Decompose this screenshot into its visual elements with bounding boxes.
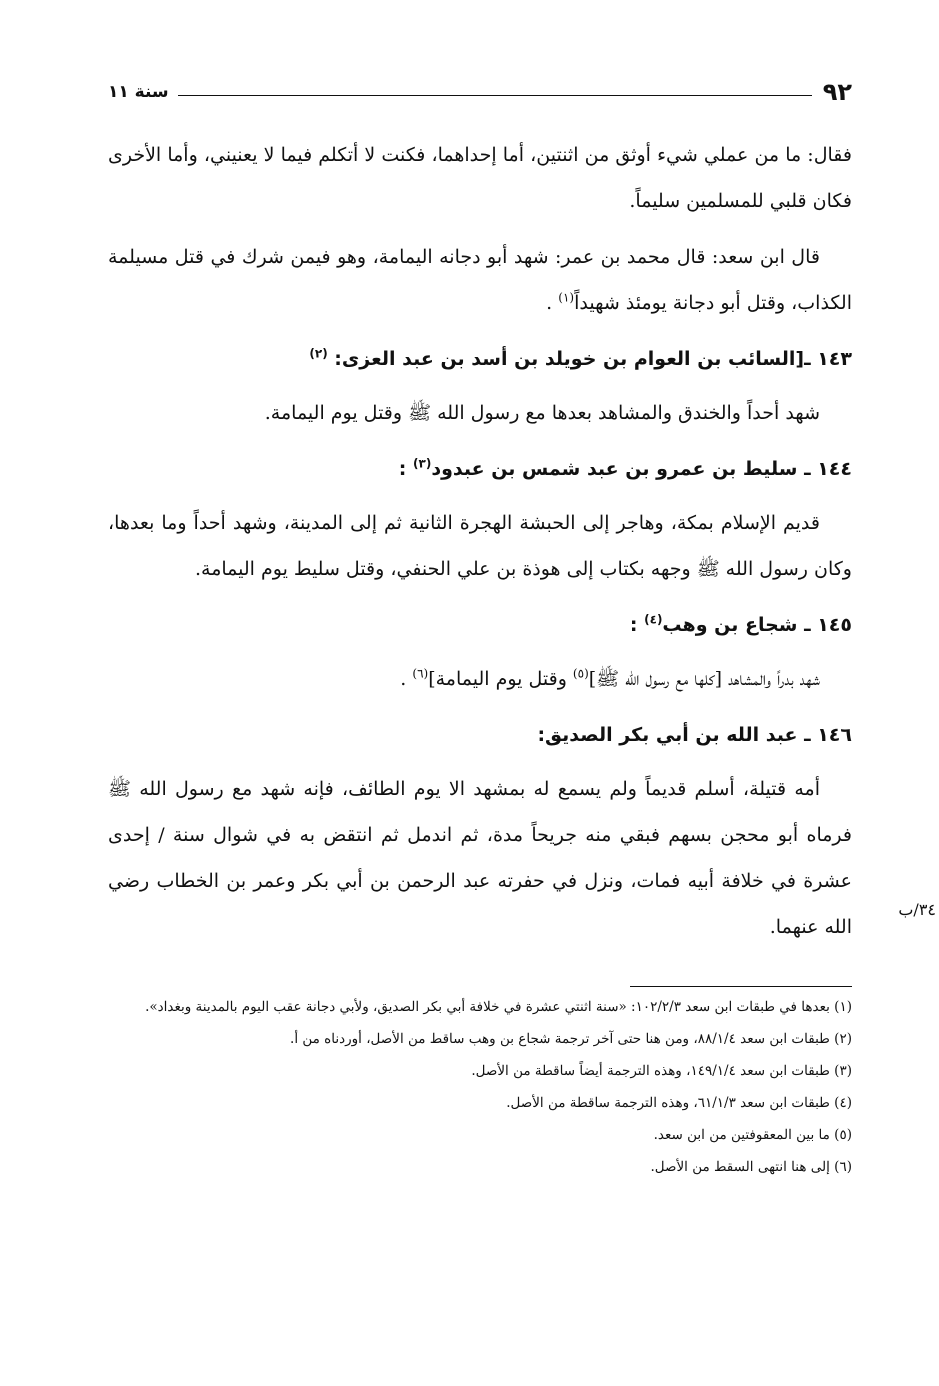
entry-144-text: قديم الإسلام بمكة، وهاجر إلى الحبشة الهجرة الثانية ثم إلى المدينة، وشهد أحداً وما بعدها، وكان رسول الله ﷺ وجهه بكتاب إلى هوذة بن علي الحنفي، وقتل سليط يوم اليمامة. (108, 512, 852, 580)
footnote-3: (٣) طبقات ابن سعد ١٤٩/١/٤، وهذه الترجمة أيضاً ساقطة من الأصل. (471, 1063, 852, 1079)
header-rule (178, 95, 812, 96)
footnote-4: (٤) طبقات ابن سعد ٦١/١/٣، وهذه الترجمة ساقطة من الأصل. (506, 1095, 852, 1111)
paragraph-2-end: . (546, 292, 553, 314)
paragraph-2-text: قال ابن سعد: قال محمد بن عمر: شهد أبو دجانه اليمامة، وهو فيمن شرك في قتل مسيلمة الكذاب، وقتل أبو دجانة يومئذ شهيداً (108, 246, 852, 314)
page-number: ٩٢ (822, 78, 852, 106)
manuscript-folio-note: ٣٤/ب (898, 900, 936, 919)
footnote-ref-2: (٢) (309, 346, 328, 361)
entry-145-text-a: شهد بدراً والمشاهد [كلها مع رسول الله ﷺ] (588, 668, 820, 690)
entry-145-title: ١٤٥ ـ شجاع بن وهب (662, 614, 852, 636)
running-head: سنة ١١ (108, 82, 169, 102)
footnote-rule (630, 986, 852, 987)
footnotes (108, 994, 852, 1186)
entry-146-text: أمه قتيلة، أسلم قديماً ولم يسمع له بمشهد الا يوم الطائف، فإنه شهد مع رسول الله ﷺ فرماه أبو محجن بسهم فبقي منه جريحاً مدة، ثم اندمل ثم انتقض به في شوال سنة / إحدى عشرة في خلافة أبيه فمات، ونزل في حفرته عبد الرحمن بن أبي بكر وعمر بن الخطاب رضي الله عنهما. (108, 778, 852, 938)
footnote-5: (٥) ما بين المعقوفتين من ابن سعد. (653, 1127, 852, 1143)
page-header (108, 78, 852, 114)
entry-146-heading: ١٤٦ ـ عبد الله بن أبي بكر الصديق: (537, 724, 852, 746)
footnote-ref-4: (٤) (644, 612, 663, 627)
entry-143-heading (108, 336, 852, 382)
main-text (108, 132, 852, 960)
entry-145-colon: : (629, 614, 638, 636)
footnote-ref-5: (٥) (572, 666, 589, 681)
footnote-ref-3: (٣) (413, 456, 432, 471)
entry-143-text: شهد أحداً والخندق والمشاهد بعدها مع رسول الله ﷺ وقتل يوم اليمامة. (264, 402, 820, 424)
entry-144-colon: : (398, 458, 407, 480)
entry-145-heading (108, 602, 852, 648)
footnote-6: (٦) إلى هنا انتهى السقط من الأصل. (650, 1159, 852, 1175)
paragraph-2 (108, 234, 852, 326)
entry-144-heading (108, 446, 852, 492)
entry-145-text-b: وقتل يوم اليمامة] (428, 668, 573, 690)
footnote-ref-1: (١) (558, 290, 575, 305)
entry-145-text (108, 656, 852, 702)
footnote-ref-6: (٦) (412, 666, 429, 681)
entry-144-title: ١٤٤ ـ سليط بن عمرو بن عبد شمس بن عبدود (431, 458, 852, 480)
footnote-2: (٢) طبقات ابن سعد ٨٨/١/٤، ومن هنا حتى آخر ترجمة شجاع بن وهب ساقط من الأصل، أوردناه من أ. (290, 1031, 852, 1047)
footnote-1: (١) بعدها في طبقات ابن سعد ١٠٢/٢/٣: «سنة اثنتي عشرة في خلافة أبي بكر الصديق، ولأبي دجانة عقب اليوم بالمدينة وبغداد». (145, 999, 852, 1015)
entry-143-title: ١٤٣ ـ[السائب بن العوام بن خويلد بن أسد بن عبد العزى: (334, 348, 852, 370)
paragraph-1: فقال: ما من عملي شيء أوثق من اثنتين، أما إحداهما، فكنت لا أتكلم فيما لا يعنيني، وأما الأخرى فكان قلبي للمسلمين سليماً. (108, 144, 852, 212)
entry-145-text-end: . (400, 668, 407, 690)
